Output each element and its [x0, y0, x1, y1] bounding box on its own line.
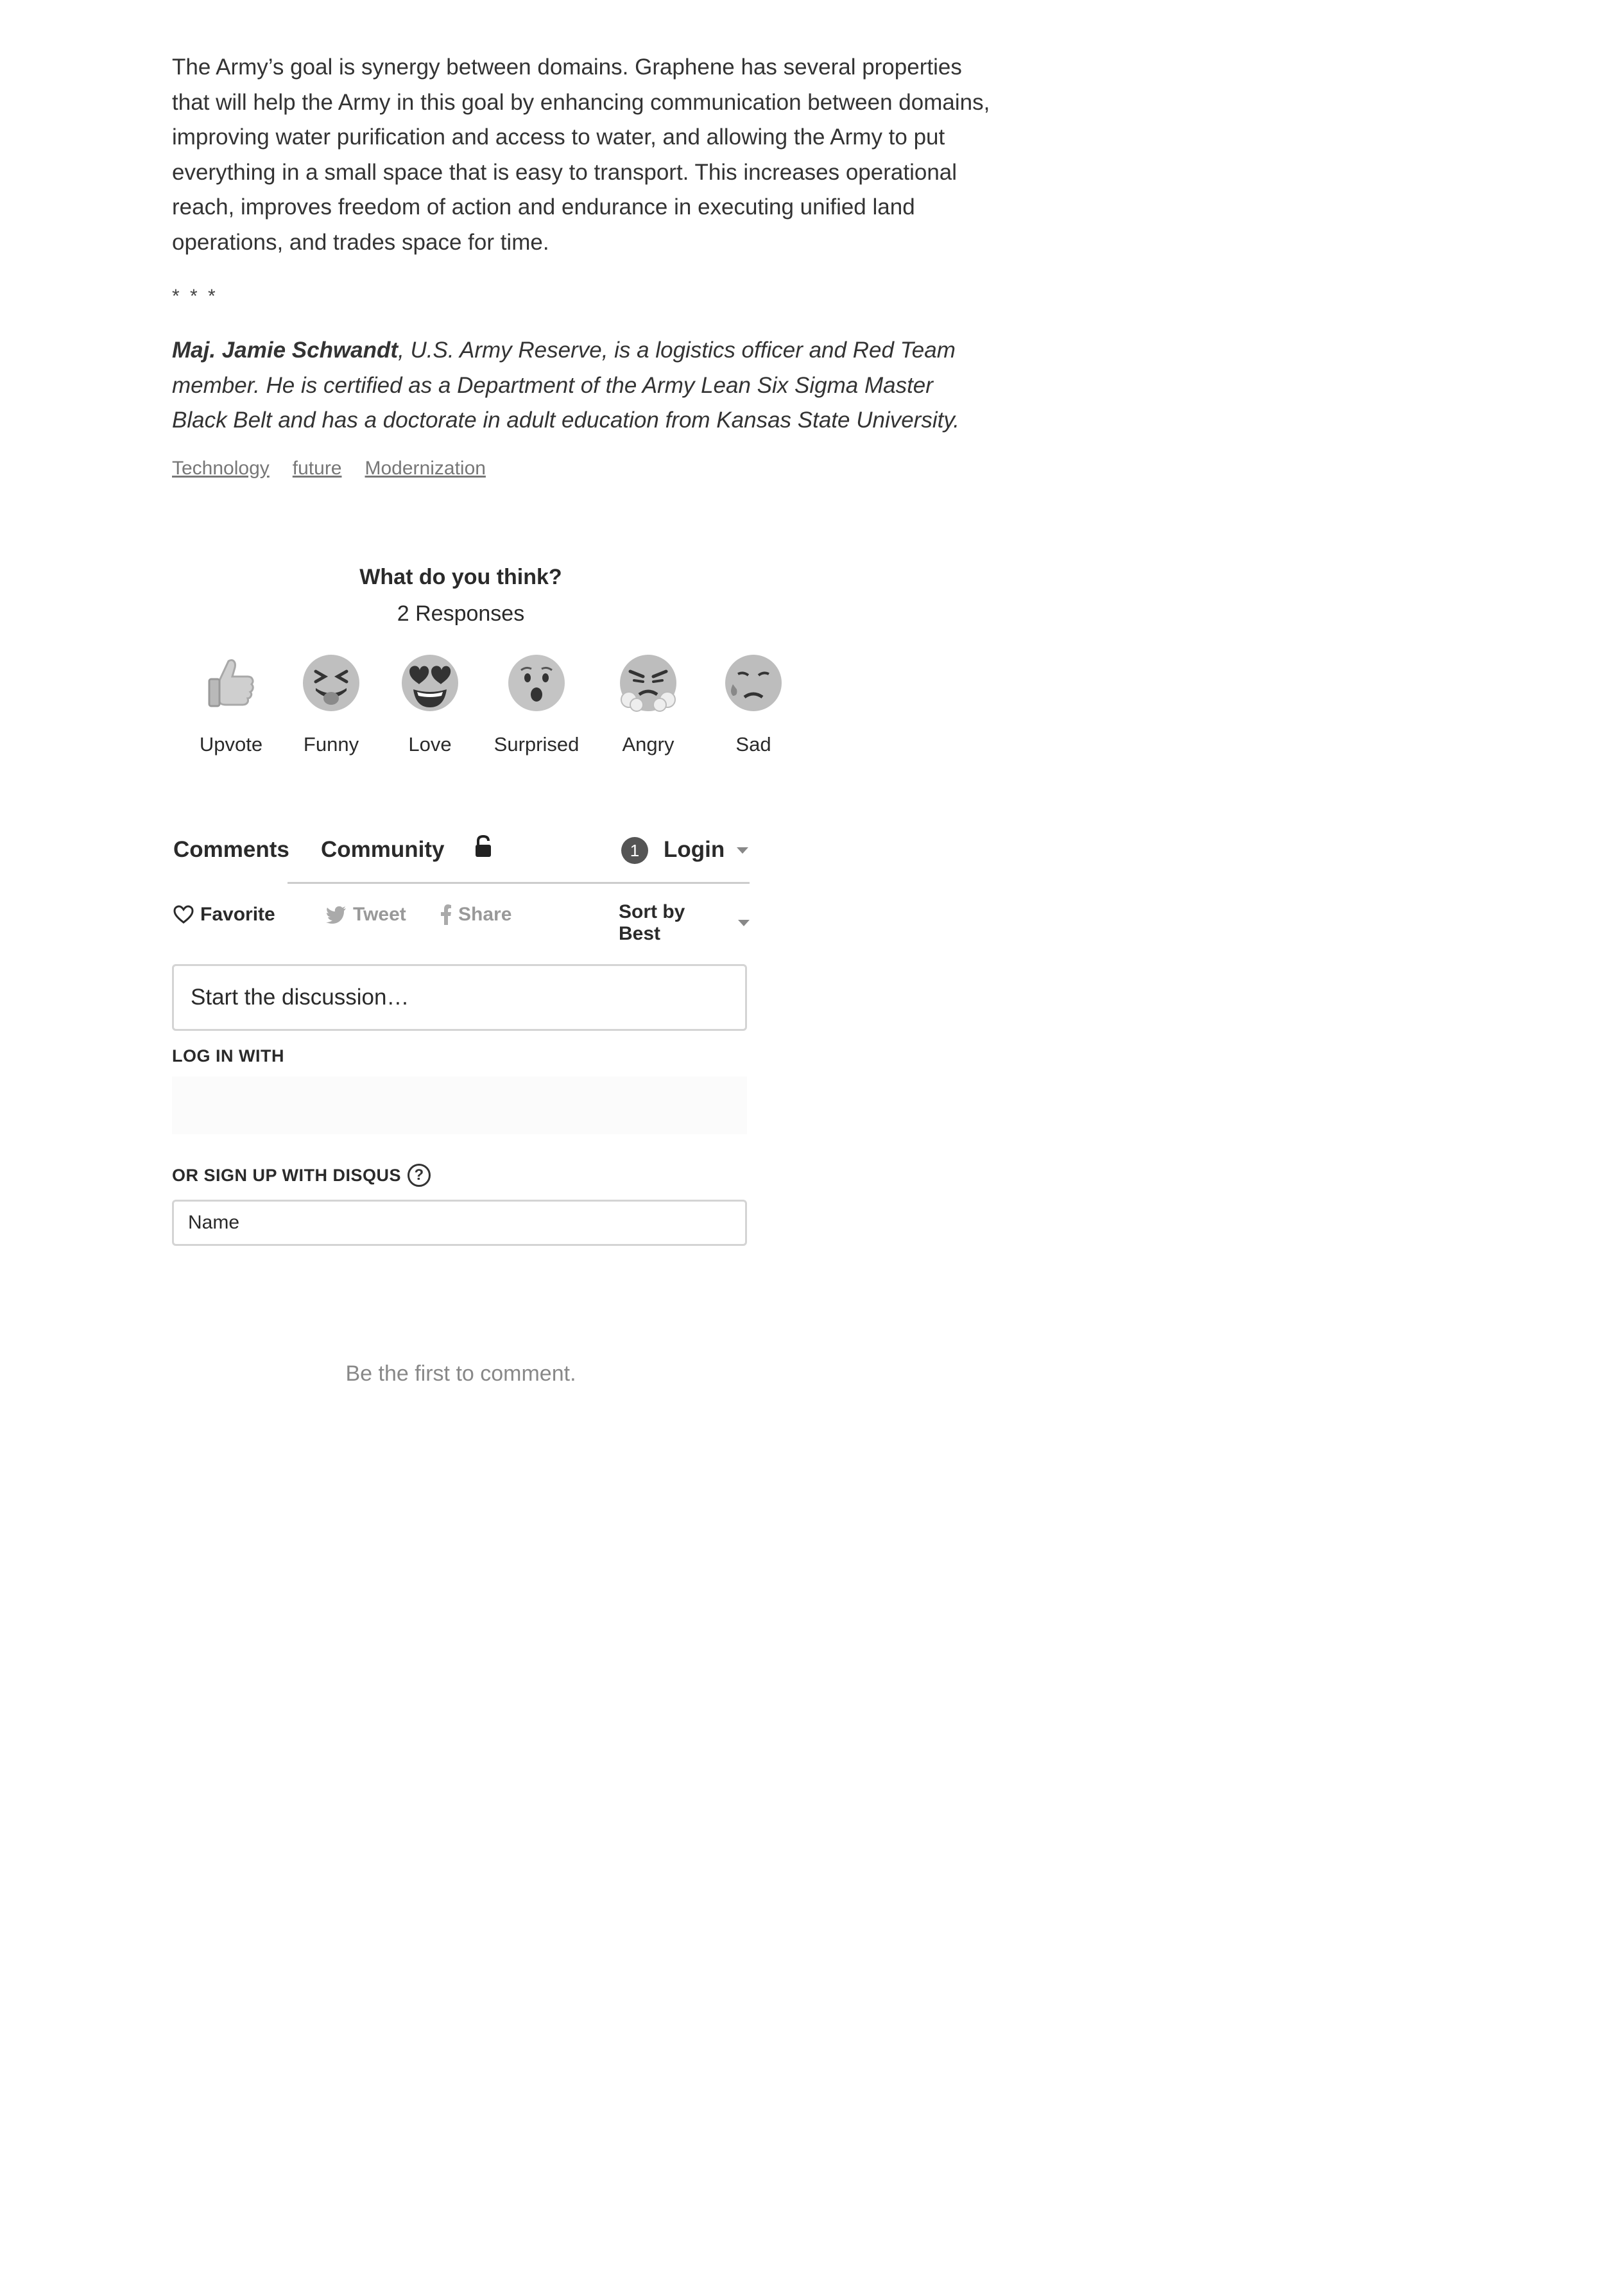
- reaction-love[interactable]: [379, 652, 481, 756]
- heart-eyes-icon: [399, 652, 461, 714]
- tag-modernization[interactable]: Modernization: [365, 457, 486, 479]
- reaction-label: Surprised: [494, 733, 580, 755]
- sort-label: Sort by Best: [619, 901, 685, 944]
- login-button[interactable]: Login: [664, 837, 725, 862]
- twitter-icon: [326, 906, 347, 924]
- comment-actions: [172, 891, 750, 944]
- tongue-face-icon: [300, 652, 362, 714]
- chevron-down-icon: [738, 920, 750, 926]
- author-name: Maj. Jamie Schwandt: [172, 338, 399, 363]
- reaction-label: Funny: [303, 733, 359, 755]
- reaction-label: Love: [408, 733, 452, 755]
- tag-future[interactable]: future: [292, 457, 342, 479]
- reactions-title: What do you think?: [359, 565, 562, 589]
- section-separator: * * *: [172, 286, 218, 307]
- article-section: [172, 50, 993, 479]
- reaction-label: Angry: [622, 733, 674, 755]
- notification-badge[interactable]: 1: [621, 837, 648, 864]
- reaction-label: Upvote: [199, 733, 263, 755]
- favorite-button[interactable]: [173, 904, 275, 926]
- tag-technology[interactable]: Technology: [172, 457, 270, 479]
- sad-face-icon: [723, 652, 784, 714]
- login-with-heading: LOG IN WITH: [172, 1046, 284, 1066]
- author-bio: [172, 333, 993, 438]
- article-paragraph: The Army’s goal is synergy between domains. Graphene has several properties that will help the Army in this goal by enhancing communication between domains, improving water purification and access to water, and allowing the Army to put everything in a small space that is easy to transport. This increases operational reach, improves freedom of action and endurance in executing unified land operations, and trades space for time.: [172, 55, 990, 255]
- reaction-sad[interactable]: [702, 652, 805, 756]
- sort-dropdown[interactable]: [619, 901, 750, 945]
- social-login-area: [172, 1076, 747, 1134]
- reaction-funny[interactable]: [280, 652, 382, 756]
- reaction-label: Sad: [735, 733, 771, 755]
- reactions-count: 2 Responses: [397, 601, 525, 626]
- share-label: Share: [458, 904, 512, 925]
- author-bio-text: , U.S. Army Reserve, is a logistics officer and Red Team member. He is certified as a Department of the Army Lean Six Sigma Master Black Belt and has a doctorate in adult education from Kansas State University.: [172, 338, 959, 433]
- thumbs-up-icon: [200, 652, 262, 714]
- tab-community[interactable]: Community: [321, 837, 445, 862]
- tag-list: [172, 458, 993, 479]
- reaction-angry[interactable]: [597, 652, 700, 756]
- nav-divider: [288, 882, 750, 884]
- angry-face-icon: [617, 652, 679, 714]
- discussion-input[interactable]: Start the discussion…: [172, 964, 747, 1031]
- disqus-widget: [172, 565, 771, 1386]
- surprised-face-icon: [506, 652, 567, 714]
- signup-label: OR SIGN UP WITH DISQUS: [172, 1165, 402, 1185]
- reactions-bar: [172, 652, 771, 781]
- lock-icon[interactable]: [474, 834, 493, 862]
- reaction-upvote[interactable]: [180, 652, 282, 756]
- signup-heading: [172, 1164, 750, 1187]
- name-field[interactable]: Name: [172, 1200, 747, 1246]
- reaction-surprised[interactable]: [485, 652, 588, 756]
- chevron-down-icon[interactable]: [737, 847, 748, 854]
- facebook-icon: [440, 904, 452, 925]
- share-button[interactable]: [440, 904, 511, 926]
- heart-icon: [173, 905, 194, 924]
- empty-comments-message: Be the first to comment.: [345, 1361, 576, 1386]
- comments-nav: [172, 825, 750, 883]
- help-icon[interactable]: ?: [408, 1164, 431, 1187]
- tweet-button[interactable]: [326, 904, 406, 926]
- tweet-label: Tweet: [353, 904, 406, 925]
- favorite-label: Favorite: [200, 904, 275, 925]
- tab-comments[interactable]: Comments: [173, 837, 289, 862]
